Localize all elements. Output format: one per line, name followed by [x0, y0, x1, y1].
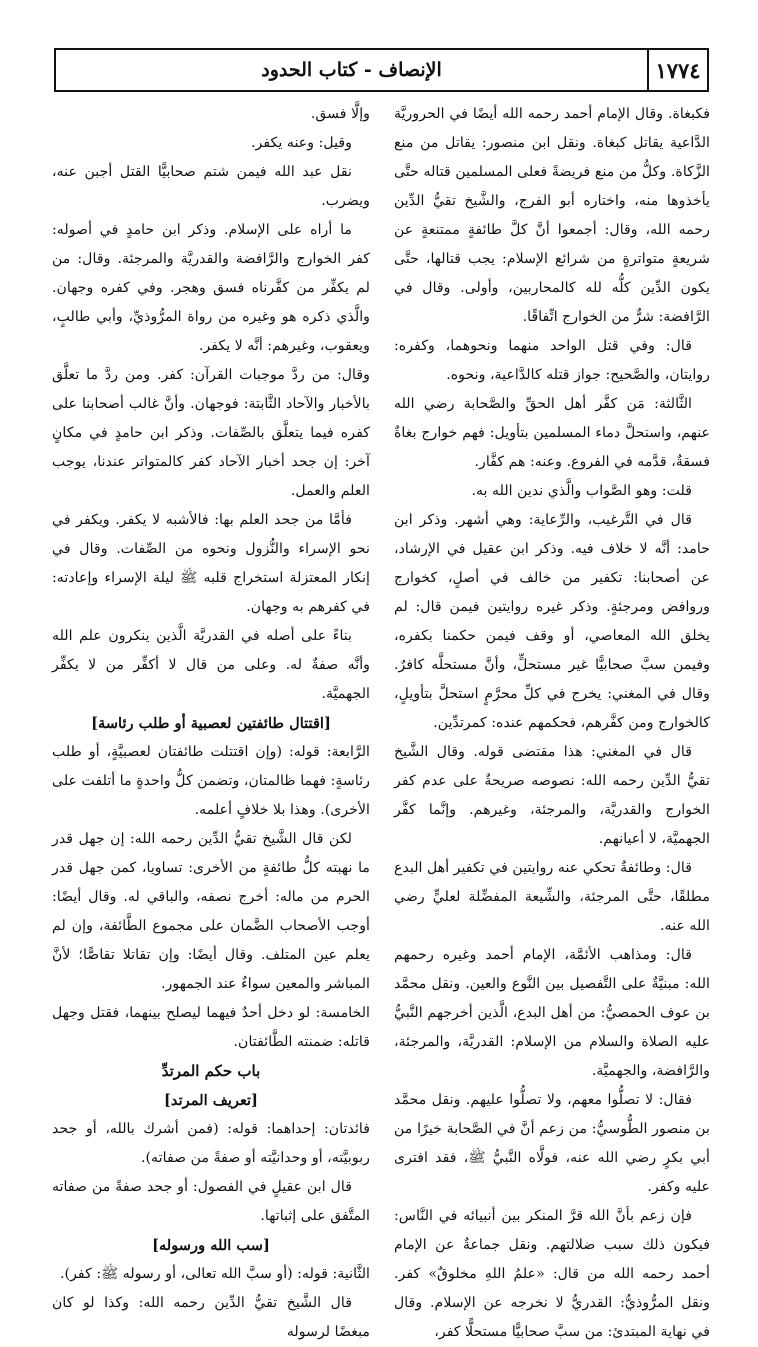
page-number: ١٧٧٤ [647, 50, 707, 90]
paragraph: قال: وفي قتل الواحد منهما ونحوهما، وكفره: روايتان، والصَّحيح: جواز قتله كالدَّاعية، ونحوه. [394, 338, 710, 383]
paragraph: وإلَّا فسق. [310, 106, 370, 122]
paragraph: فقال: لا تصلُّوا معهم، ولا تصلُّوا عليهم. ونقل محمَّد بن منصور الطُّوسيُّ: من زعم أنَّ في الصَّحابة خيرًا من أبي بكرٍ رضي الله عنه، فولَّاه النَّبيُّ ﷺ، فقد افترى عليه وكفر. [394, 1092, 710, 1195]
chapter-title: باب حكم المرتدِّ [161, 1062, 261, 1080]
paragraph: قال: وطائفةٌ تحكي عنه روايتين في تكفير أهل البدع مطلقًا، حتَّى المرجئة، والشِّيعة المفضِّلة لعليٍّ رضي الله عنه. [394, 860, 710, 934]
paragraph: قال في التَّرغيب، والرِّعاية: وهي أشهر. وذكر ابن حامد: أنَّه لا خلاف فيه. وذكر ابن عقيل في الإرشاد، عن أصحابنا: تكفير من خالف في أصلٍ، كخوارج وروافض ومرجئةٍ. وذكر غيره روايتين فيمن قال: لم يخلق الله المعاصي، أو وقف فيمن حكمنا بكفره، وفيمن سبَّ صحابيًّا غير مستحلٍّ، وأنَّ مستحلَّه كافرٌ. وقال في المغني: يخرج في كلِّ محرَّمٍ استحلَّ بتأويلٍ، كالخوارج ومن كفَّرهم، فحكمهم عنده: كمرتدِّين. [394, 512, 710, 731]
paragraph: وقال: من ردَّ موجبات القرآن: كفر. ومن ردَّ ما تعلَّق بالأخبار والآحاد الثَّابتة: فوجهان. وأنَّ غالب أصحابنا على كفره فيما يتعلَّق بالصِّفات. وذكر ابن حامدٍ في مكانٍ آخر: إن جحد أخبار الآحاد كفر كالمتواتر عندنا، يوجب العلم والعمل. [52, 367, 370, 499]
section-subheading: [تعريف المرتد] [164, 1092, 258, 1109]
section-subheading: [اقتتال طائفتين لعصبية أو طلب رئاسة] [91, 715, 331, 732]
paragraph: الثَّانية: قوله: (أو سبَّ الله تعالى، أو رسوله ﷺ: كفر). [60, 1266, 370, 1282]
paragraph: وقيل: وعنه يكفر. [251, 135, 352, 151]
paragraph: الخامسة: لو دخل أحدٌ فيهما ليصلح بينهما، فقتل وجهل قاتله: ضمنته الطَّائفتان. [52, 1005, 370, 1050]
left-column [52, 100, 370, 1347]
section-subheading: [سب الله ورسوله] [152, 1237, 270, 1254]
paragraph: فائدتان: إحداهما: قوله: (فمن أشرك بالله، أو جحد ربوبيَّته، أو وحدانيَّته أو صفةً من صفاته). [52, 1121, 370, 1166]
paragraph: فإن زعم بأنَّ الله قرَّ المنكر بين أنبيائه في النَّاس: فيكون ذلك سبب ضلالتهم. ونقل جماعةٌ عن الإمام أحمد رحمه الله من قال: «علمُ اللهِ مخلوقٌ» كفر. ونقل المرُّوذيُّ: القدريُّ لا نخرجه عن الإسلام. وقال في نهاية المبتدئ: من سبَّ صحابيًّا مستحلًّا كفر، [394, 1208, 710, 1340]
paragraph: قال: ومذاهب الأئمَّة، الإمام أحمد وغيره رحمهم الله: مبنيَّةٌ على التَّفصيل بين النَّوع والعين. ونقل محمَّد بن عوف الحمصيُّ: من أهل البدع، الَّذين أخرجهم النَّبيُّ عليه الصلاة والسلام من الإسلام: القدريَّة، والمرجئة، والرَّافضة، والجهميَّة. [394, 947, 710, 1079]
paragraph: فأمَّا من جحد العلم بها: فالأشبه لا يكفر. ويكفر في نحو الإسراء والنُّزول ونحوه من الصِّفات. وقال في إنكار المعتزلة استخراج قلبه ﷺ ليلة الإسراء وإعادته: في كفرهم به وجهان. [52, 512, 370, 615]
paragraph: ما أراه على الإسلام. وذكر ابن حامدٍ في أصوله: كفر الخوارج والرَّافضة والقدريَّة والمرجئة. وقال: من لم يكفِّر من كفَّرناه فسق وهجر. وفي كفره وجهان. والَّذي ذكره هو وغيره من رواة المرُّوذيِّ، وأبي طالبٍ، ويعقوب، وغيرهم: أنَّه لا يكفر. [52, 222, 370, 354]
running-title: الإنصاف - كتاب الحدود [261, 59, 442, 81]
paragraph: الثَّالثة: مَن كفَّر أهل الحقِّ والصَّحابة رضي الله عنهم، واستحلَّ دماء المسلمين بتأويل: فهم خوارج بغاةٌ فسقةٌ، قدَّمه في الفروع. وعنه: هم كفَّار. [394, 396, 710, 470]
paragraph: قلت: وهو الصَّواب والَّذي ندين الله به. [471, 483, 692, 499]
paragraph: لكن قال الشَّيخ تقيُّ الدِّين رحمه الله: إن جهل قدر ما نهبته كلُّ طائفةٍ من الأخرى: تساويا، كمن جهل قدر الحرم من ماله: أخرج نصفه، والباقي له. وقال أيضًا: أوجب الأصحاب الضَّمان على مجموع الطَّائفة، وإن لم يعلم عين المتلف. وقال أيضًا: وإن تقاتلا تقاصًّا؛ لأنَّ المباشر والمعين سواءٌ عند الجمهور. [52, 831, 370, 992]
paragraph: نقل عبد الله فيمن شتم صحابيًّا القتل أجبن عنه، ويضرب. [52, 164, 370, 209]
paragraph: فكبغاة. وقال الإمام أحمد رحمه الله أيضًا في الحروريَّة الدَّاعية يقاتل كبغاة. ونقل ابن منصور: يقاتل من منع الزَّكاة. وكلُّ من منع فريضةً فعلى المسلمين قتاله حتَّى يأخذوها منه، واختاره أبو الفرج، والشَّيخ تقيُّ الدِّين رحمه الله، وقال: أجمعوا أنَّ كلَّ طائفةٍ ممتنعةٍ عن شريعةٍ متواترةٍ من شرائع الإسلام: يجب قتالها، حتَّى يكون الدِّين كلُّه لله كالمحاربين، وأولى. وقال في الرَّافضة: شرٌّ من الخوارج اتِّفاقًا. [394, 106, 710, 325]
paragraph: قال الشَّيخ تقيُّ الدِّين رحمه الله: وكذا لو كان مبغضًا لرسوله [52, 1295, 370, 1340]
paragraph: قال ابن عقيلٍ في الفصول: أو جحد صفةً من صفاته المتَّفق على إثباتها. [52, 1179, 370, 1224]
paragraph: بناءً على أصله في القدريَّة الَّذين ينكرون علم الله وأنَّه صفةٌ له. وعلى من قال لا أكفِّر من لا يكفِّر الجهميَّة. [52, 628, 370, 702]
right-column [394, 100, 710, 1347]
page-header [54, 48, 709, 92]
paragraph: الرَّابعة: قوله: (وإن اقتتلت طائفتان لعصبيَّةٍ، أو طلب رئاسةٍ: فهما ظالمتان، وتضمن كلُّ واحدةٍ ما أتلفت على الأخرى). وهذا بلا خلافٍ أعلمه. [52, 744, 370, 818]
paragraph: قال في المغني: هذا مقتضى قوله. وقال الشَّيخ تقيُّ الدِّين رحمه الله: نصوصه صريحةٌ على عدم كفر الخوارج والقدريَّة، والمرجئة، وغيرهم. وإنَّما كفَّر الجهميَّة، لا أعيانهم. [394, 744, 710, 847]
